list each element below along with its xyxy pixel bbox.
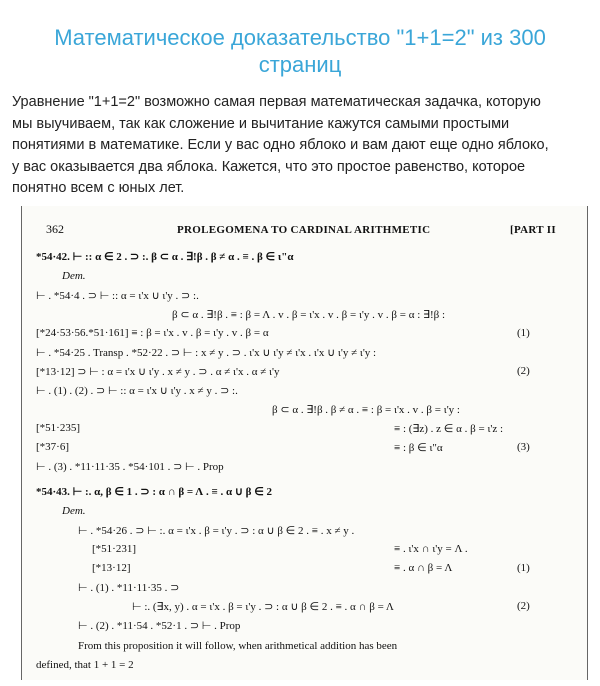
proof-line: β ⊂ α . ∃!β . ≡ : β = Λ . v . β = ι'x . v . β = ι'y . v . β = α : ∃!β : — [172, 309, 446, 321]
intro-line: у вас оказывается два яблока. Кажется, что это простое равенство, которое — [12, 158, 526, 175]
intro-paragraph — [12, 92, 590, 200]
intro-line: Уравнение "1+1=2" возможно самая первая математическая задачка, которую — [12, 94, 541, 110]
page-number: 362 — [46, 222, 64, 236]
proof-line: [*13·12] ⊃ ⊢ : α = ι'x ∪ ι'y . x ≠ y . ⊃ . α ≠ ι'x . α ≠ ι'y — [36, 366, 280, 378]
proof-line: β ⊂ α . ∃!β . β ≠ α . ≡ : β = ι'x . v . β = ι'y : — [272, 404, 460, 416]
equation-ref: (2) — [517, 365, 530, 377]
proof-line: ⊢ . *54·4 . ⊃ ⊢ :: α = ι'x ∪ ι'y . ⊃ :. — [36, 290, 199, 302]
proof-line: [*13·12] — [92, 562, 131, 574]
intro-line: понятиями в математике. Если у вас одно яблоко и вам дают еще одно яблоко, — [12, 137, 549, 153]
proof-line: ⊢ :. (∃x, y) . α = ι'x . β = ι'y . ⊃ : α ∪ β ∈ 2 . ≡ . α ∩ β = Λ — [132, 601, 394, 613]
conclusion-line: From this proposition it will follow, when arithmetical addition has been — [78, 640, 398, 652]
proof-line: ⊢ . (1) . *11·11·35 . ⊃ — [78, 582, 180, 594]
title-line-1: Математическое доказательство "1+1=2" из 300 — [54, 25, 546, 50]
proof-line: [*51·235] — [36, 422, 80, 434]
proof-line: ⊢ . *54·25 . Transp . *52·22 . ⊃ ⊢ : x ≠ y . ⊃ . ι'x ∪ ι'y ≠ ι'x . ι'x ∪ ι'y ≠ ι'y : — [36, 347, 377, 359]
equation-ref: (1) — [517, 327, 530, 339]
intro-line: понятно всем с юных лет. — [12, 180, 185, 196]
proof-line: ⊢ . *54·26 . ⊃ ⊢ :. α = ι'x . β = ι'y . ⊃ : α ∪ β ∈ 2 . ≡ . x ≠ y . — [78, 525, 355, 537]
proof-line: ⊢ . (3) . *11·11·35 . *54·101 . ⊃ ⊢ . Prop — [36, 461, 224, 473]
proposition-54-43: *54·43. ⊢ :. α, β ∈ 1 . ⊃ : α ∩ β = Λ . ≡ . α ∪ β ∈ 2 — [36, 486, 273, 498]
article-title — [20, 24, 580, 78]
dem-label: Dem. — [62, 270, 86, 282]
proof-line: ≡ . ι'x ∩ ι'y = Λ . — [394, 543, 468, 555]
conclusion-line: defined, that 1 + 1 = 2 — [36, 659, 134, 671]
equation-ref: (3) — [517, 441, 530, 453]
proof-line: ≡ : (∃z) . z ∈ α . β = ι'z : — [394, 423, 504, 435]
part-label: [PART II — [510, 224, 556, 236]
proof-line: ≡ . α ∩ β = Λ — [394, 562, 453, 574]
dem-label: Dem. — [62, 505, 86, 517]
proof-line: [*37·6] — [36, 441, 69, 453]
proof-line: ⊢ . (2) . *11·54 . *52·1 . ⊃ ⊢ . Prop — [78, 620, 241, 632]
proof-line: [*51·231] — [92, 543, 136, 555]
intro-line: мы выучиваем, так как сложение и вычитание кажутся самыми простыми — [12, 115, 510, 132]
proof-line: ≡ : β ∈ ι"α — [394, 442, 443, 454]
equation-ref: (2) — [517, 600, 530, 612]
proof-line: [*24·53·56.*51·161] ≡ : β = ι'x . v . β = ι'y . v . β = α — [36, 327, 269, 339]
scanned-page — [21, 206, 588, 680]
proof-line: ⊢ . (1) . (2) . ⊃ ⊢ :: α = ι'x ∪ ι'y . x ≠ y . ⊃ :. — [36, 385, 238, 397]
title-line-2: страниц — [258, 52, 342, 77]
proposition-54-42: *54·42. ⊢ :: α ∈ 2 . ⊃ :. β ⊂ α . ∃!β . β ≠ α . ≡ . β ∈ ι"α — [36, 251, 294, 263]
running-head: PROLEGOMENA TO CARDINAL ARITHMETIC — [177, 224, 431, 236]
equation-ref: (1) — [517, 562, 530, 574]
